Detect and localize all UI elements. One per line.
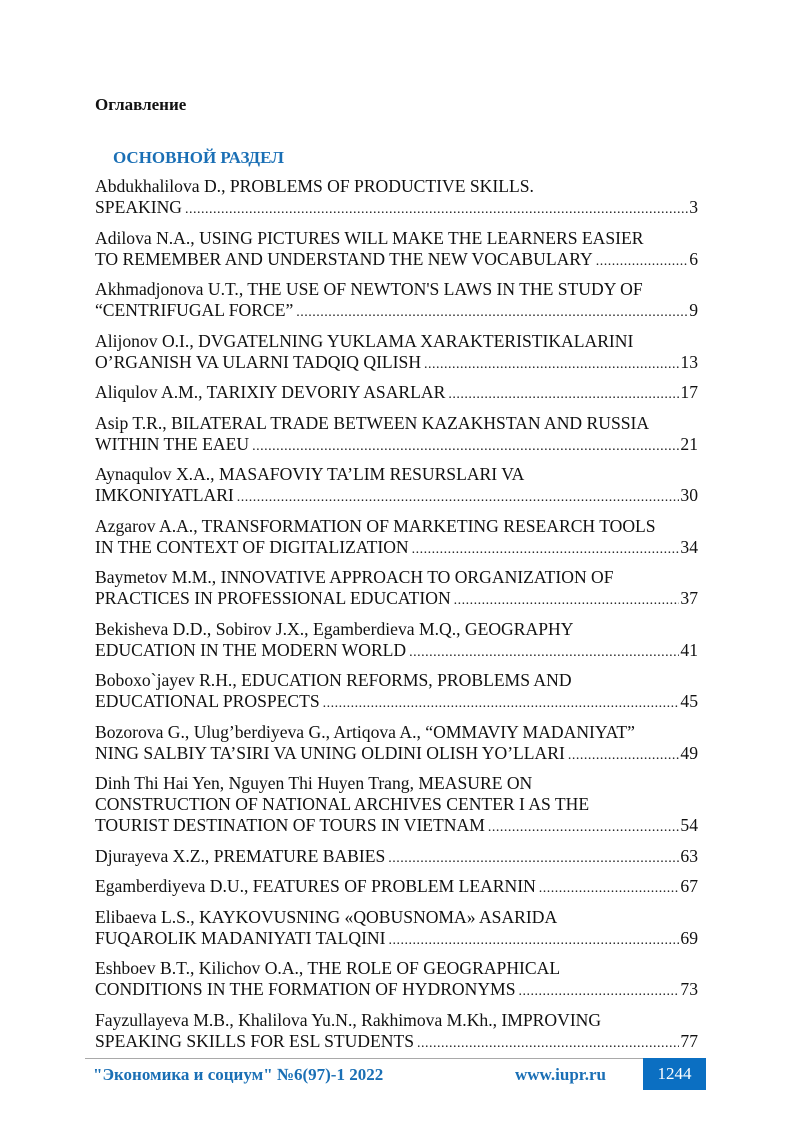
dot-leader [323,693,680,714]
toc-entry-title-line: IN THE CONTEXT OF DIGITALIZATION [95,536,409,557]
dot-leader [488,817,680,838]
toc-entry-last-line [95,640,698,663]
toc-entry-last-line [95,197,698,220]
toc-page-number: 41 [680,639,698,660]
toc-entry-title-line: TOURIST DESTINATION OF TOURS IN VIETNAM [95,815,485,835]
toc-entry[interactable] [95,279,698,323]
toc-entry-title-line: Azgarov A.A., TRANSFORMATION OF MARKETING RESEARCH TOOLS [95,515,656,536]
toc-entry[interactable] [95,876,698,899]
toc-page-number: 73 [680,979,698,999]
toc-page-number: 63 [680,845,698,866]
toc-entry-title-line: EDUCATIONAL PROSPECTS [95,691,320,711]
toc-entry-title-line: Bozorova G., Ulug’berdiyeva G., Artiqova A., “OMMAVIY MADANIYAT” [95,721,635,742]
page-number-badge: 1244 [643,1058,706,1090]
toc-entry-last-line [95,979,698,1002]
toc-entry-last-line [95,588,698,611]
toc-entry[interactable] [95,670,698,714]
toc-entry-title-line: SPEAKING SKILLS FOR ESL STUDENTS [95,1030,414,1051]
toc-page-number: 30 [680,485,698,505]
toc-page-number: 49 [680,742,698,763]
toc-page-number: 69 [680,927,698,948]
toc-entry-title-line: “CENTRIFUGAL FORCE” [95,300,294,320]
dot-leader [388,848,679,869]
toc-entry-title-line: Dinh Thi Hai Yen, Nguyen Thi Huyen Trang, MEASURE ON [95,773,533,793]
toc-entry[interactable] [95,907,698,951]
toc-entry[interactable] [95,958,698,1002]
dot-leader [409,642,679,663]
toc-page-number: 54 [680,815,698,835]
dot-leader [296,302,688,323]
toc-entry-title-line: Eshboev B.T., Kilichov O.A., THE ROLE OF GEOGRAPHICAL [95,958,561,978]
toc-entry-title-line: PRACTICES IN PROFESSIONAL EDUCATION [95,588,451,608]
toc-entry-title-line: O’RGANISH VA ULARNI TADQIQ QILISH [95,351,422,372]
dot-leader [185,199,688,220]
dot-leader [454,590,680,611]
toc-entry[interactable] [95,773,698,838]
toc-entry-last-line [95,876,698,899]
dot-leader [252,436,679,457]
toc-entry-last-line [95,300,698,323]
toc-entry-title-line: Djurayeva X.Z., PREMATURE BABIES [95,845,386,866]
toc-entry-last-line [95,1031,698,1054]
toc-entry-title-line: Akhmadjonova U.T., THE USE OF NEWTON'S LAWS IN THE STUDY OF [95,279,643,299]
toc-entry-title-line: Aliqulov A.M., TARIXIY DEVORIY ASARLAR [95,382,446,402]
dot-leader [448,384,679,405]
section-heading[interactable]: ОСНОВНОЙ РАЗДЕЛ [113,148,284,167]
toc-entry[interactable] [95,176,698,220]
dot-leader [412,539,680,560]
toc-entry-title-line: Egamberdiyeva D.U., FEATURES OF PROBLEM LEARNIN [95,876,536,896]
toc-entry-title-line: Fayzullayeva M.B., Khalilova Yu.N., Rakhimova M.Kh., IMPROVING [95,1009,602,1030]
toc-entry[interactable] [95,846,698,869]
toc-entry-title-line: NING SALBIY TA’SIRI VA UNING OLDINI OLISH YO’LLARI [95,742,565,763]
toc-entry-title-line: EDUCATION IN THE MODERN WORLD [95,639,407,660]
toc-entry-title-line: CONSTRUCTION OF NATIONAL ARCHIVES CENTER I AS THE [95,794,590,814]
toc-entry-title-line: FUQAROLIK MADANIYATI TALQINI [95,927,386,948]
toc-entry-title-line: Elibaeva L.S., KAYKOVUSNING «QOBUSNOMA» ASARIDA [95,906,558,927]
toc-entry-title-line: IMKONIYATLARI [95,485,234,505]
toc-entry-last-line [95,382,698,405]
toc-entry-title-line: WITHIN THE EAEU [95,433,250,454]
toc-page-number: 67 [680,876,698,896]
toc-entry-last-line [95,434,698,457]
dot-leader [596,251,688,272]
toc-entry-title-line: Adilova N.A., USING PICTURES WILL MAKE THE LEARNERS EASIER [95,227,644,248]
toc-entry-title-line: Boboxo`jayev R.H., EDUCATION REFORMS, PROBLEMS AND [95,670,572,690]
toc-entry-last-line [95,537,698,560]
toc-entry-last-line [95,815,698,838]
toc-entry[interactable] [95,413,698,457]
toc-page-number: 17 [680,382,698,402]
toc-entry[interactable] [95,567,698,611]
toc-entry[interactable] [95,228,698,272]
toc-page-number: 77 [680,1030,698,1051]
toc-entry-title-line: Aynaqulov X.A., MASAFOVIY TA’LIM RESURSLARI VA [95,464,525,484]
toc-entry-title-line: Baymetov M.M., INNOVATIVE APPROACH TO ORGANIZATION OF [95,567,614,587]
toc-entry-last-line [95,846,698,869]
dot-leader [518,981,679,1002]
toc-entry-title-line: Alijonov O.I., DVGATELNING YUKLAMA XARAKTERISTIKALARINI [95,330,634,351]
toc-page-number: 21 [680,433,698,454]
footer-divider [85,1058,643,1059]
toc-entry-last-line [95,928,698,951]
toc-entry[interactable] [95,516,698,560]
toc-entry-title-line: CONDITIONS IN THE FORMATION OF HYDRONYMS [95,979,516,999]
dot-leader [237,487,680,508]
toc-entry-title-line: Bekisheva D.D., Sobirov J.X., Egamberdieva M.Q., GEOGRAPHY [95,618,574,639]
toc-entry-title-line: TO REMEMBER AND UNDERSTAND THE NEW VOCABULARY [95,248,593,269]
toc-page-number: 45 [680,691,698,711]
toc-entry[interactable] [95,722,698,766]
toc-page-number: 9 [689,300,698,320]
toc-entry-last-line [95,249,698,272]
toc-page-number: 34 [680,536,698,557]
dot-leader [568,745,680,766]
table-of-contents [95,176,698,1061]
toc-entry[interactable] [95,331,698,375]
toc-entry[interactable] [95,464,698,508]
toc-page-number: 6 [689,248,698,269]
toc-page-number: 37 [680,588,698,608]
toc-entry-last-line [95,485,698,508]
footer-journal-title: "Экономика и социум" №6(97)-1 2022 [93,1065,384,1084]
toc-entry-title-line: SPEAKING [95,197,182,217]
toc-entry[interactable] [95,1010,698,1054]
dot-leader [424,354,679,375]
toc-entry-title-line: Asip T.R., BILATERAL TRADE BETWEEN KAZAKHSTAN AND RUSSIA [95,412,650,433]
toc-entry-last-line [95,743,698,766]
dot-leader [417,1033,679,1054]
dot-leader [389,930,680,951]
toc-entry[interactable] [95,619,698,663]
toc-entry-last-line [95,691,698,714]
toc-page-number: 13 [680,351,698,372]
footer-website-link[interactable]: www.iupr.ru [515,1065,607,1084]
dot-leader [539,878,680,899]
page-title: Оглавление [95,95,187,114]
toc-page-number: 3 [689,197,698,217]
toc-entry-title-line: Abdukhalilova D., PROBLEMS OF PRODUCTIVE SKILLS. [95,176,534,196]
toc-entry-last-line [95,352,698,375]
toc-entry[interactable] [95,382,698,405]
